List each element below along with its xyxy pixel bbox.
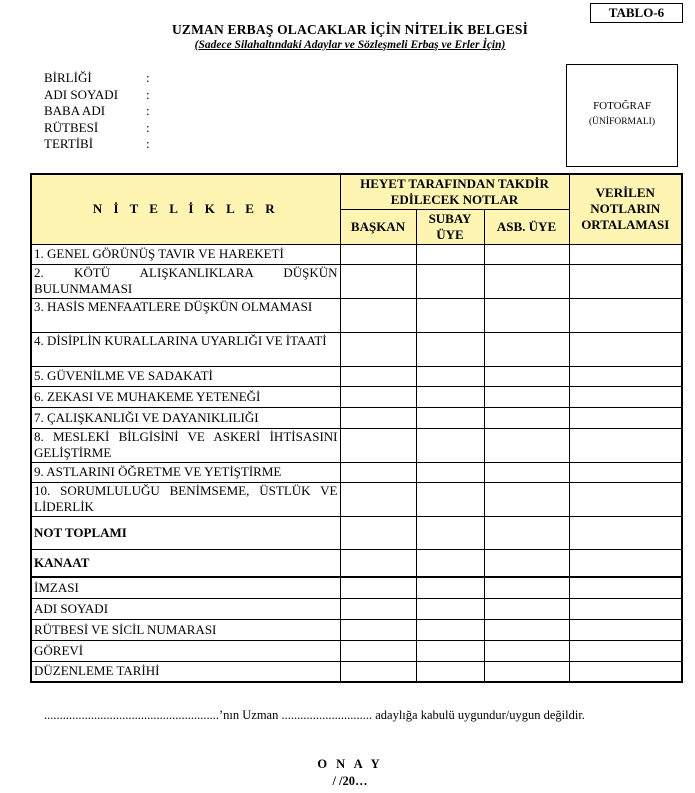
info-row-rutbesi <box>44 120 156 137</box>
score-cell-ortalama[interactable] <box>569 482 682 516</box>
criterion-label: 1. GENEL GÖRÜNÜŞ TAVIR VE HAREKETİ <box>31 244 340 264</box>
signature-row <box>31 598 682 619</box>
score-cell-ortalama[interactable] <box>569 462 682 482</box>
signature-row <box>31 619 682 640</box>
criterion-label: 6. ZEKASI VE MUHAKEME YETENEĞİ <box>31 386 340 407</box>
kanaat-cell-ortalama[interactable] <box>569 549 682 577</box>
total-cell-asb[interactable] <box>484 516 569 549</box>
score-cell-subay[interactable] <box>416 298 484 332</box>
score-cell-asb[interactable] <box>484 366 569 386</box>
signature-cell-asb[interactable] <box>484 661 569 682</box>
info-row-tertibi <box>44 136 156 153</box>
score-cell-ortalama[interactable] <box>569 386 682 407</box>
criterion-label: 2. KÖTÜ ALIŞKANLIKLARA DÜŞKÜN BULUNMAMASI <box>31 264 340 298</box>
score-cell-baskan[interactable] <box>340 244 416 264</box>
signature-row <box>31 640 682 661</box>
info-row-birligi <box>44 70 156 87</box>
tablo-label: TABLO-6 <box>590 3 683 23</box>
info-label: RÜTBESİ <box>44 119 99 135</box>
header-asb-uye: ASB. ÜYE <box>484 209 569 244</box>
signature-cell-asb[interactable] <box>484 640 569 661</box>
signature-cell-baskan[interactable] <box>340 661 416 682</box>
score-cell-asb[interactable] <box>484 298 569 332</box>
total-cell-subay[interactable] <box>416 516 484 549</box>
info-row-adi-soyadi <box>44 87 156 104</box>
score-cell-asb[interactable] <box>484 407 569 428</box>
signature-cell-subay[interactable] <box>416 619 484 640</box>
score-cell-asb[interactable] <box>484 386 569 407</box>
criteria-row <box>31 264 682 298</box>
signature-cell-ortalama[interactable] <box>569 619 682 640</box>
kanaat-cell-baskan[interactable] <box>340 549 416 577</box>
info-colon: : <box>146 86 150 102</box>
criteria-row <box>31 407 682 428</box>
score-cell-asb[interactable] <box>484 482 569 516</box>
criteria-row <box>31 332 682 366</box>
signature-cell-baskan[interactable] <box>340 598 416 619</box>
info-colon: : <box>146 70 150 85</box>
signature-cell-ortalama[interactable] <box>569 598 682 619</box>
photo-box <box>566 64 678 167</box>
not-toplami-row <box>31 516 682 549</box>
criteria-row <box>31 462 682 482</box>
score-cell-subay[interactable] <box>416 332 484 366</box>
document-title: UZMAN ERBAŞ OLACAKLAR İÇİN NİTELİK BELGESİ <box>171 22 529 37</box>
criterion-label: 8. MESLEKİ BİLGİSİNİ VE ASKERİ İHTİSASINI GELİŞTİRME <box>31 428 340 462</box>
header-baskan: BAŞKAN <box>340 209 416 244</box>
criteria-row <box>31 298 682 332</box>
criteria-row <box>31 428 682 462</box>
score-cell-ortalama[interactable] <box>569 407 682 428</box>
criterion-label: 9. ASTLARINI ÖĞRETME VE YETİŞTİRME <box>31 462 340 482</box>
info-row-baba-adi <box>44 103 156 120</box>
signature-cell-baskan[interactable] <box>340 640 416 661</box>
score-cell-ortalama[interactable] <box>569 428 682 462</box>
criteria-row <box>31 244 682 264</box>
criteria-row <box>31 366 682 386</box>
criterion-label: 7. ÇALIŞKANLIĞI VE DAYANIKLILIĞI <box>31 407 340 428</box>
criterion-label: 3. HASİS MENFAATLERE DÜŞKÜN OLMAMASI <box>31 298 340 332</box>
signature-label: ADI SOYADI <box>31 598 340 619</box>
score-cell-baskan[interactable] <box>340 482 416 516</box>
score-cell-ortalama[interactable] <box>569 298 682 332</box>
signature-cell-baskan[interactable] <box>340 577 416 598</box>
score-cell-ortalama[interactable] <box>569 264 682 298</box>
photo-label: FOTOĞRAF <box>593 100 651 112</box>
header-subay-uye: SUBAY ÜYE <box>416 209 484 244</box>
signature-row <box>31 661 682 682</box>
score-cell-subay[interactable] <box>416 366 484 386</box>
info-label: BABA ADI <box>44 103 106 118</box>
score-cell-subay[interactable] <box>416 407 484 428</box>
not-toplami-label: NOT TOPLAMI <box>31 516 340 549</box>
document-subtitle: (Sadece Silahaltındaki Adaylar ve Sözleşmeli Erbaş ve Erler İçin) <box>194 39 506 51</box>
total-cell-ortalama[interactable] <box>569 516 682 549</box>
signature-label: İMZASI <box>31 577 340 598</box>
signature-cell-subay[interactable] <box>416 598 484 619</box>
score-cell-baskan[interactable] <box>340 407 416 428</box>
score-cell-baskan[interactable] <box>340 428 416 462</box>
header-ortalama: VERİLEN NOTLARIN ORTALAMASI <box>569 174 682 244</box>
score-cell-baskan[interactable] <box>340 462 416 482</box>
header-nitelikler: N İ T E L İ K L E R <box>31 174 340 244</box>
info-label: BİRLİĞİ <box>44 70 92 85</box>
kanaat-cell-subay[interactable] <box>416 549 484 577</box>
signature-cell-baskan[interactable] <box>340 619 416 640</box>
score-cell-asb[interactable] <box>484 332 569 366</box>
score-cell-ortalama[interactable] <box>569 366 682 386</box>
onay-heading: O N A Y <box>317 757 383 771</box>
kanaat-cell-asb[interactable] <box>484 549 569 577</box>
score-cell-asb[interactable] <box>484 264 569 298</box>
signature-cell-ortalama[interactable] <box>569 661 682 682</box>
signature-label: DÜZENLEME TARİHİ <box>31 661 340 682</box>
score-cell-baskan[interactable] <box>340 332 416 366</box>
score-cell-subay[interactable] <box>416 462 484 482</box>
criterion-label: 4. DİSİPLİN KURALLARINA UYARLIĞI VE İTAATİ <box>31 332 340 366</box>
signature-label: RÜTBESİ VE SİCİL NUMARASI <box>31 619 340 640</box>
score-cell-subay[interactable] <box>416 428 484 462</box>
score-cell-asb[interactable] <box>484 244 569 264</box>
score-cell-baskan[interactable] <box>340 366 416 386</box>
signature-cell-subay[interactable] <box>416 661 484 682</box>
signature-cell-subay[interactable] <box>416 640 484 661</box>
evaluation-table <box>30 173 683 683</box>
score-cell-ortalama[interactable] <box>569 244 682 264</box>
criteria-row <box>31 482 682 516</box>
info-colon: : <box>146 136 150 151</box>
approval-statement: ........................................................’nın Uzman ............................. adaylığa kabulü uygundur/uygun değildir. <box>44 708 585 722</box>
info-colon: : <box>146 119 150 135</box>
score-cell-baskan[interactable] <box>340 298 416 332</box>
score-cell-baskan[interactable] <box>340 386 416 407</box>
header-heyet: HEYET TARAFINDAN TAKDİR EDİLECEK NOTLAR <box>340 174 569 209</box>
info-label: TERTİBİ <box>44 136 94 151</box>
score-cell-ortalama[interactable] <box>569 332 682 366</box>
kanaat-row <box>31 549 682 577</box>
signature-row <box>31 577 682 598</box>
signature-cell-ortalama[interactable] <box>569 640 682 661</box>
score-cell-subay[interactable] <box>416 482 484 516</box>
criterion-label: 10. SORUMLULUĞU BENİMSEME, ÜSTLÜK VE LİDERLİK <box>31 482 340 516</box>
score-cell-baskan[interactable] <box>340 264 416 298</box>
signature-cell-asb[interactable] <box>484 619 569 640</box>
info-label: ADI SOYADI <box>44 86 119 102</box>
signature-cell-asb[interactable] <box>484 598 569 619</box>
signature-label: GÖREVİ <box>31 640 340 661</box>
personal-info-block <box>44 70 156 153</box>
approval-date: / /20… <box>332 774 368 788</box>
total-cell-baskan[interactable] <box>340 516 416 549</box>
score-cell-subay[interactable] <box>416 386 484 407</box>
signature-cell-subay[interactable] <box>416 577 484 598</box>
score-cell-asb[interactable] <box>484 462 569 482</box>
kanaat-label: KANAAT <box>31 549 340 577</box>
score-cell-asb[interactable] <box>484 428 569 462</box>
signature-cell-ortalama[interactable] <box>569 577 682 598</box>
criteria-row <box>31 386 682 407</box>
score-cell-subay[interactable] <box>416 244 484 264</box>
criterion-label: 5. GÜVENİLME VE SADAKATİ <box>31 366 340 386</box>
score-cell-subay[interactable] <box>416 264 484 298</box>
signature-cell-asb[interactable] <box>484 577 569 598</box>
info-colon: : <box>146 103 150 118</box>
photo-sublabel: (ÜNİFORMALI) <box>589 117 655 127</box>
